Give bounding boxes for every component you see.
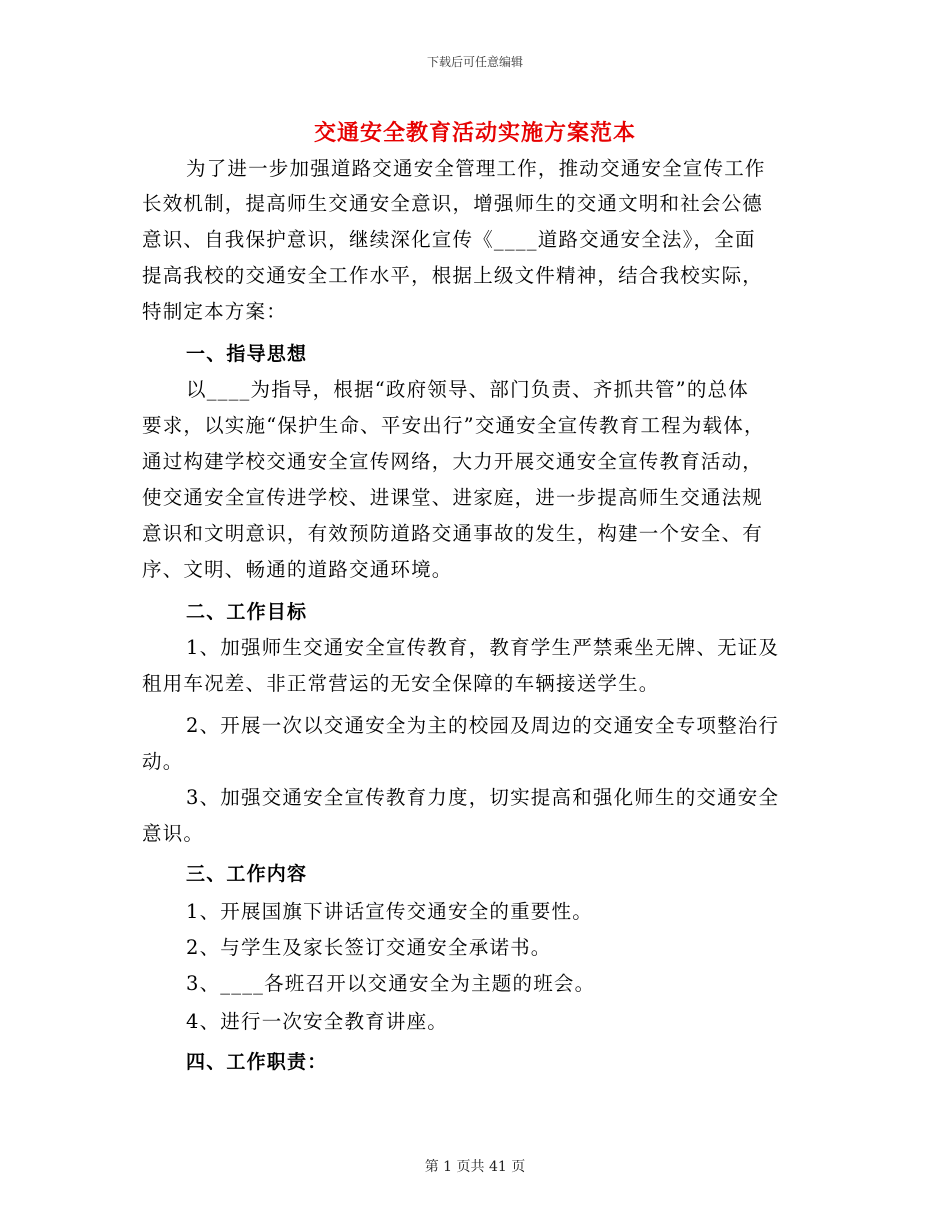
intro-line-5: 特制定本方案：	[142, 300, 287, 323]
content-item-3: 3、____各班召开以交通安全为主题的班会。	[186, 972, 596, 995]
content-item-2: 2、与学生及家长签订交通安全承诺书。	[186, 936, 552, 959]
section-heading-work-content: 三、工作内容	[186, 863, 308, 885]
goal-item-3-line-1: 3、加强交通安全宣传教育力度，切实提高和强化师生的交通安全	[186, 786, 780, 809]
goal-item-2-line-1: 2、开展一次以交通安全为主的校园及周边的交通安全专项整治行	[186, 714, 780, 737]
section-heading-work-duties: 四、工作职责：	[186, 1051, 328, 1073]
section1-line-4: 使交通安全宣传进学校、进课堂、进家庭，进一步提高师生交通法规	[142, 486, 764, 509]
goal-item-1-line-1: 1、加强师生交通安全宣传教育，教育学生严禁乘坐无牌、无证及	[186, 636, 780, 659]
document-title: 交通安全教育活动实施方案范本	[313, 120, 636, 146]
section-heading-guiding-ideology: 一、指导思想	[186, 343, 308, 365]
intro-line-2: 长效机制，提高师生交通安全意识，增强师生的交通文明和社会公德	[142, 192, 764, 215]
page-footer: 第 1 页共 41 页	[424, 1159, 526, 1175]
goal-item-1-line-2: 租用车况差、非正常营运的无安全保障的车辆接送学生。	[142, 672, 660, 695]
section1-line-6: 序、文明、畅通的道路交通环境。	[142, 558, 453, 581]
section1-line-1: 以____为指导，根据“政府领导、部门负责、齐抓共管”的总体	[186, 378, 749, 401]
section-heading-work-goals: 二、工作目标	[186, 601, 308, 623]
goal-item-2-line-2: 动。	[142, 750, 184, 773]
section1-line-5: 意识和文明意识，有效预防道路交通事故的发生，构建一个安全、有	[142, 522, 764, 545]
header-note: 下载后可任意编辑	[426, 55, 523, 69]
goal-item-3-line-2: 意识。	[142, 822, 205, 845]
content-item-4: 4、进行一次安全教育讲座。	[186, 1010, 449, 1033]
intro-line-4: 提高我校的交通安全工作水平，根据上级文件精神，结合我校实际，	[142, 264, 764, 287]
intro-line-3: 意识、自我保护意识，继续深化宣传《____道路交通安全法》，全面	[142, 228, 756, 251]
section1-line-3: 通过构建学校交通安全宣传网络，大力开展交通安全宣传教育活动，	[142, 450, 764, 473]
section1-line-2: 要求，以实施“保护生命、平安出行”交通安全宣传教育工程为载体，	[142, 414, 765, 437]
content-item-1: 1、开展国旗下讲话宣传交通安全的重要性。	[186, 900, 593, 923]
intro-line-1: 为了进一步加强道路交通安全管理工作，推动交通安全宣传工作	[186, 157, 766, 180]
